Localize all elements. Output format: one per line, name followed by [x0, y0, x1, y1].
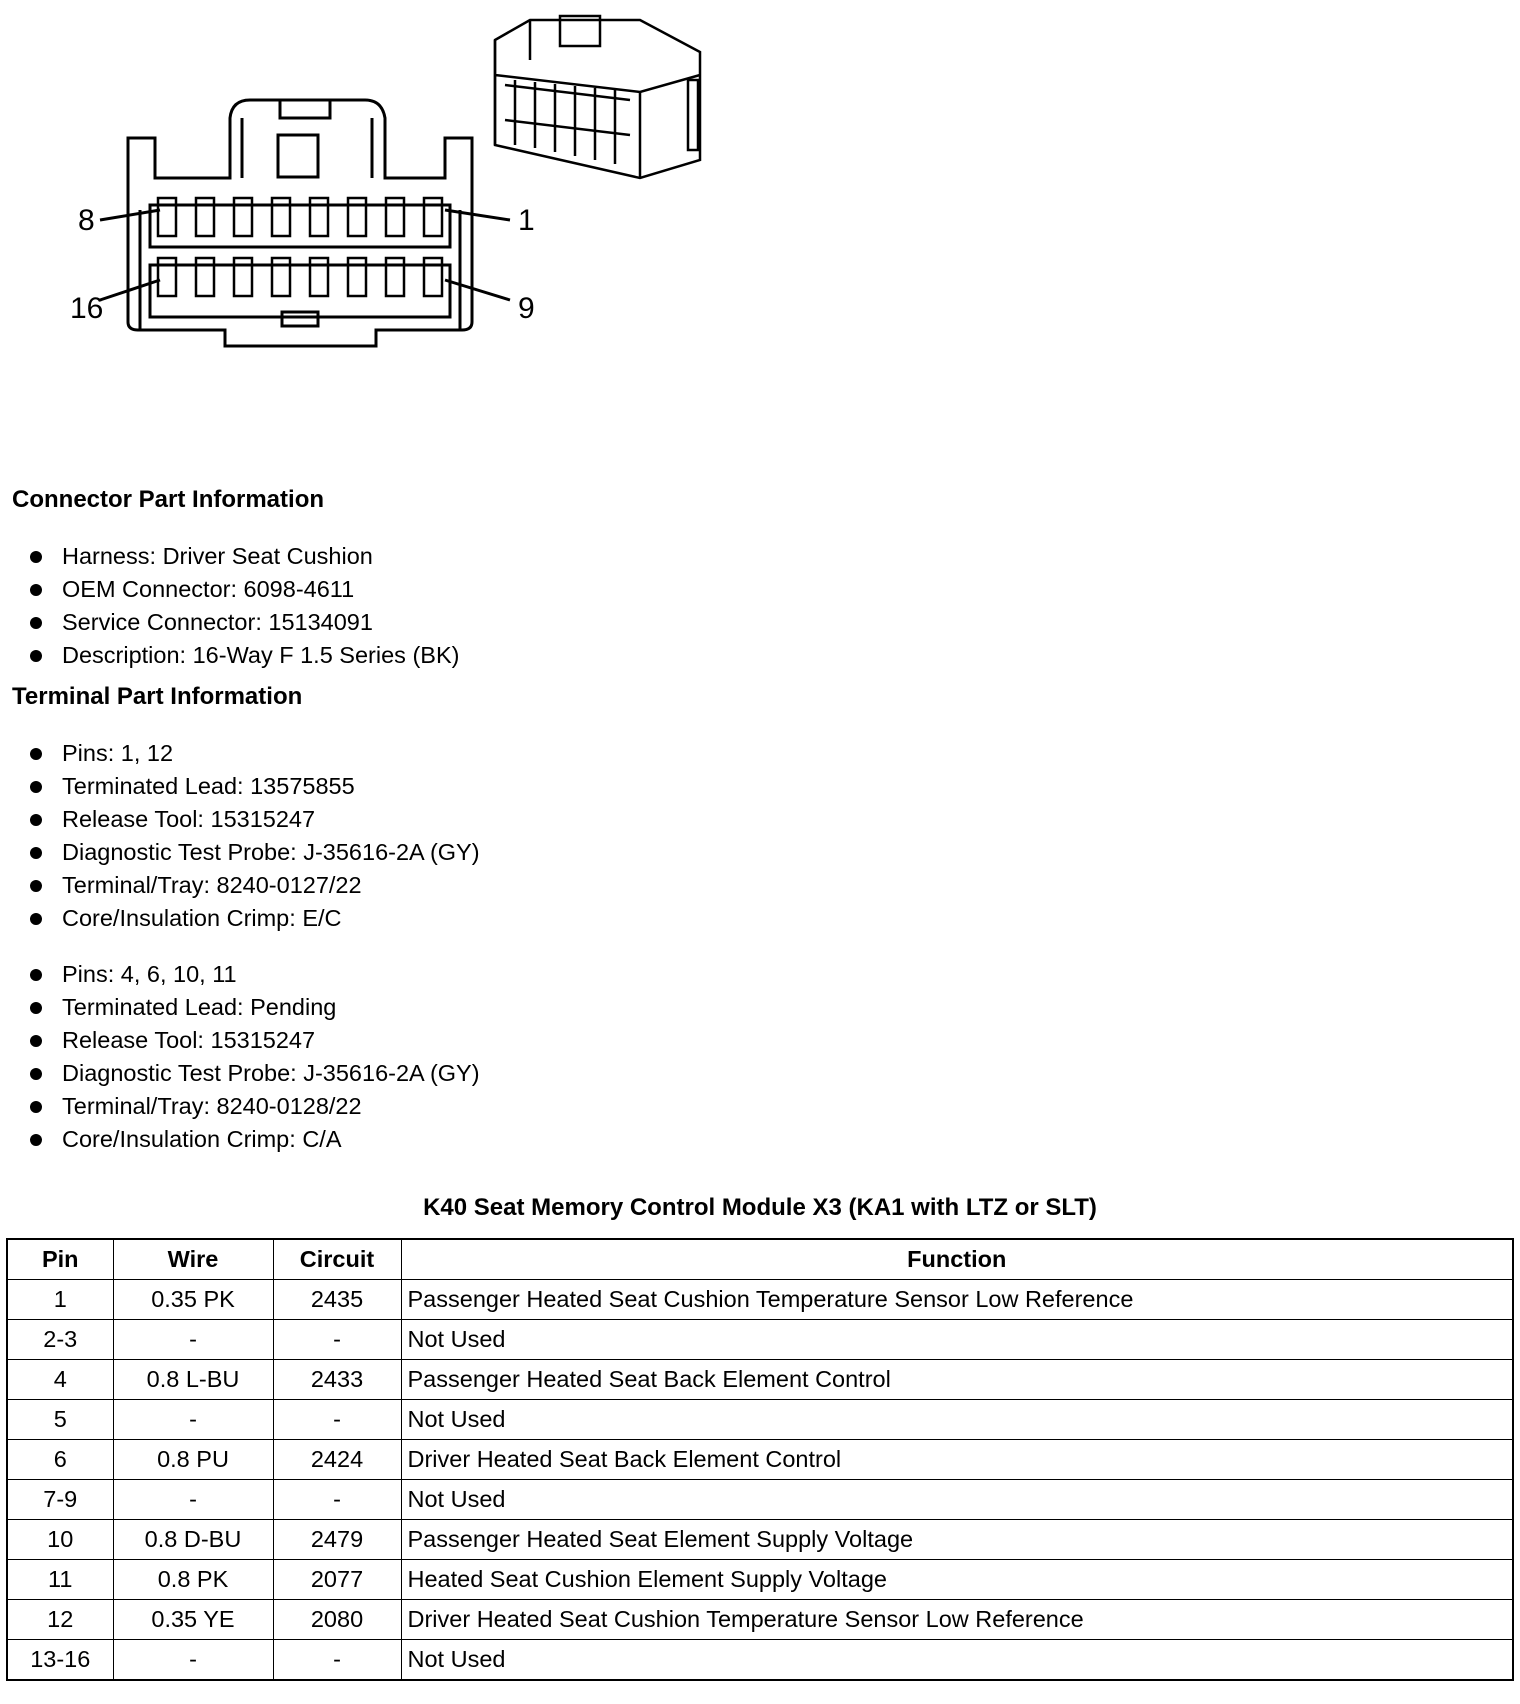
table-row [7, 1560, 1513, 1600]
cell-function: Passenger Heated Seat Element Supply Voltage [401, 1520, 1513, 1560]
cell-pin: 13-16 [7, 1640, 113, 1681]
cell-function: Not Used [401, 1640, 1513, 1681]
terminal-group-2 [30, 958, 480, 1156]
list-item: Terminal/Tray: 8240-0128/22 [30, 1090, 480, 1123]
list-item: Description: 16-Way F 1.5 Series (BK) [30, 639, 459, 672]
cell-function: Driver Heated Seat Cushion Temperature Sensor Low Reference [401, 1600, 1513, 1640]
list-item: Release Tool: 15315247 [30, 803, 480, 836]
cell-function: Passenger Heated Seat Cushion Temperature Sensor Low Reference [401, 1280, 1513, 1320]
cell-circuit: 2435 [273, 1280, 401, 1320]
cell-pin: 7-9 [7, 1480, 113, 1520]
table-row [7, 1320, 1513, 1360]
cell-wire: 0.35 YE [113, 1600, 273, 1640]
header-circuit: Circuit [273, 1239, 401, 1280]
cell-pin: 4 [7, 1360, 113, 1400]
list-item: Terminal/Tray: 8240-0127/22 [30, 869, 480, 902]
table-row [7, 1280, 1513, 1320]
cell-wire: 0.8 PU [113, 1440, 273, 1480]
list-item: Core/Insulation Crimp: C/A [30, 1123, 480, 1156]
cell-function: Passenger Heated Seat Back Element Control [401, 1360, 1513, 1400]
cell-wire: - [113, 1640, 273, 1681]
cell-function: Heated Seat Cushion Element Supply Voltage [401, 1560, 1513, 1600]
connector-info-list [30, 540, 459, 672]
pin-label-8: 8 [78, 204, 95, 237]
list-item: Terminated Lead: 13575855 [30, 770, 480, 803]
list-item: Diagnostic Test Probe: J-35616-2A (GY) [30, 1057, 480, 1090]
table-header-row [7, 1239, 1513, 1280]
table-row [7, 1360, 1513, 1400]
cell-circuit: 2424 [273, 1440, 401, 1480]
table-row [7, 1440, 1513, 1480]
cell-function: Driver Heated Seat Back Element Control [401, 1440, 1513, 1480]
cell-pin: 5 [7, 1400, 113, 1440]
list-item: Harness: Driver Seat Cushion [30, 540, 459, 573]
cell-wire: - [113, 1320, 273, 1360]
cell-function: Not Used [401, 1320, 1513, 1360]
list-item: Diagnostic Test Probe: J-35616-2A (GY) [30, 836, 480, 869]
header-wire: Wire [113, 1239, 273, 1280]
connector-16-way-icon [0, 0, 760, 380]
pin-label-16: 16 [70, 292, 104, 325]
cell-pin: 6 [7, 1440, 113, 1480]
cell-circuit: 2077 [273, 1560, 401, 1600]
table-row [7, 1640, 1513, 1681]
connector-info-heading: Connector Part Information [12, 486, 325, 513]
cell-pin: 2-3 [7, 1320, 113, 1360]
pin-label-1: 1 [518, 204, 535, 237]
cell-wire: 0.8 PK [113, 1560, 273, 1600]
cell-circuit: - [273, 1480, 401, 1520]
terminal-group-1 [30, 737, 480, 935]
list-item: Service Connector: 15134091 [30, 606, 459, 639]
header-function: Function [401, 1239, 1513, 1280]
table-row [7, 1600, 1513, 1640]
cell-pin: 1 [7, 1280, 113, 1320]
list-item: Pins: 4, 6, 10, 11 [30, 958, 480, 991]
list-item: Terminated Lead: Pending [30, 991, 480, 1024]
connector-diagram [0, 0, 760, 380]
table-row [7, 1480, 1513, 1520]
cell-pin: 10 [7, 1520, 113, 1560]
table-title: K40 Seat Memory Control Module X3 (KA1 with LTZ or SLT) [423, 1194, 1097, 1221]
cell-wire: 0.8 L-BU [113, 1360, 273, 1400]
cell-circuit: 2479 [273, 1520, 401, 1560]
pin-label-9: 9 [518, 292, 535, 325]
cell-wire: - [113, 1400, 273, 1440]
cell-function: Not Used [401, 1480, 1513, 1520]
terminal-info-heading: Terminal Part Information [12, 683, 303, 710]
cell-pin: 11 [7, 1560, 113, 1600]
cell-circuit: - [273, 1400, 401, 1440]
cell-wire: 0.8 D-BU [113, 1520, 273, 1560]
cell-wire: 0.35 PK [113, 1280, 273, 1320]
cell-wire: - [113, 1480, 273, 1520]
list-item: Pins: 1, 12 [30, 737, 480, 770]
table-row [7, 1520, 1513, 1560]
cell-pin: 12 [7, 1600, 113, 1640]
header-pin: Pin [7, 1239, 113, 1280]
table-row [7, 1400, 1513, 1440]
cell-circuit: 2080 [273, 1600, 401, 1640]
cell-function: Not Used [401, 1400, 1513, 1440]
pinout-table [6, 1238, 1514, 1681]
list-item: OEM Connector: 6098-4611 [30, 573, 459, 606]
list-item: Core/Insulation Crimp: E/C [30, 902, 480, 935]
cell-circuit: - [273, 1320, 401, 1360]
cell-circuit: - [273, 1640, 401, 1681]
list-item: Release Tool: 15315247 [30, 1024, 480, 1057]
cell-circuit: 2433 [273, 1360, 401, 1400]
